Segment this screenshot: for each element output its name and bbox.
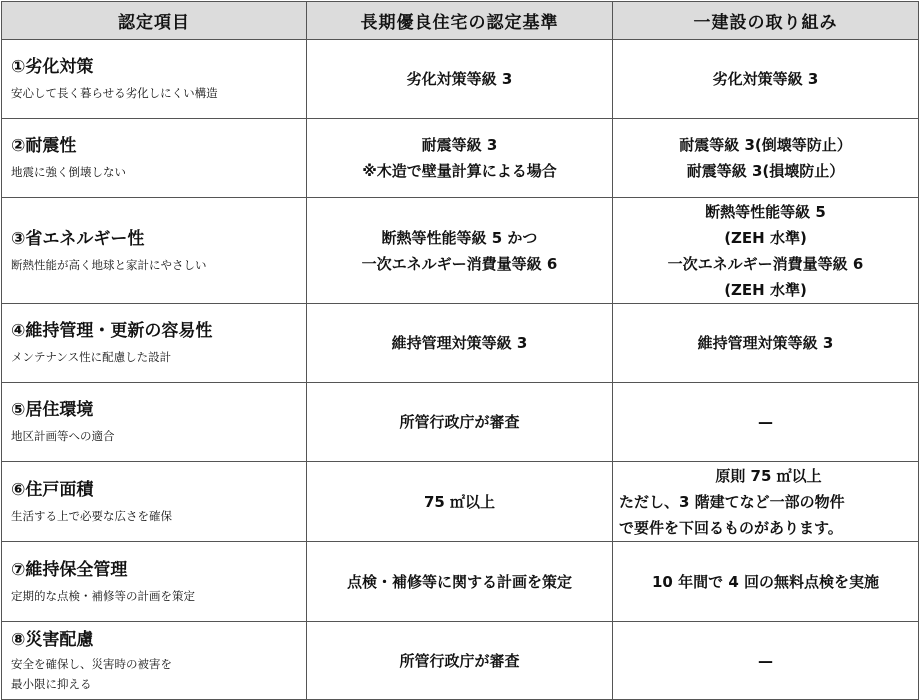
item-cell	[2, 622, 307, 700]
table-row	[2, 304, 919, 383]
item-cell	[2, 542, 307, 622]
table-row	[2, 383, 919, 462]
effort-text: 耐震等級 3(倒壊等防止）	[679, 136, 852, 154]
effort-text: (ZEH 水準)	[724, 228, 807, 247]
item-desc: 生活する上で必要な広さを確保	[11, 508, 172, 523]
item-cell	[2, 462, 307, 542]
effort-cell	[613, 198, 919, 304]
item-desc: 地区計画等への適合	[11, 429, 115, 443]
header-row	[2, 2, 919, 40]
item-title: ④維持管理・更新の容易性	[11, 321, 213, 341]
effort-dash: —	[758, 651, 773, 670]
effort-text: (ZEH 水準)	[724, 280, 807, 299]
table-row	[2, 542, 919, 622]
criteria-cell	[307, 383, 613, 462]
effort-cell	[613, 462, 919, 542]
effort-text: ただし、3 階建てなど一部の物件	[619, 492, 845, 511]
table-row	[2, 198, 919, 304]
item-desc-line: 安全を確保し、災害時の被害を	[11, 656, 172, 671]
item-cell	[2, 119, 307, 198]
certification-table	[1, 1, 919, 700]
item-title: ⑤居住環境	[11, 400, 94, 420]
item-title: ②耐震性	[11, 136, 77, 156]
criteria-text: 点検・補修等に関する計画を策定	[346, 572, 572, 591]
criteria-cell	[307, 198, 613, 304]
table-row	[2, 622, 919, 700]
effort-cell	[613, 622, 919, 700]
effort-cell	[613, 383, 919, 462]
criteria-cell	[307, 119, 613, 198]
effort-cell	[613, 40, 919, 119]
header-criteria: 長期優良住宅の認定基準	[307, 2, 613, 40]
criteria-cell	[307, 462, 613, 542]
header-effort: 一建設の取り組み	[613, 2, 919, 40]
item-cell	[2, 304, 307, 383]
criteria-text: 耐震等級 3	[421, 136, 498, 154]
item-cell	[2, 383, 307, 462]
item-desc-line: 最小限に抑える	[11, 676, 92, 691]
effort-text: で要件を下回るものがあります。	[619, 518, 843, 537]
item-cell	[2, 198, 307, 304]
item-desc: 定期的な点検・補修等の計画を策定	[11, 588, 195, 603]
effort-cell	[613, 119, 919, 198]
item-desc: 安心して長く暮らせる劣化しにくい構造	[11, 86, 218, 100]
item-desc: 断熱性能が高く地球と家計にやさしい	[11, 257, 207, 272]
criteria-cell	[307, 622, 613, 700]
criteria-note: ※木造で壁量計算による場合	[362, 162, 557, 180]
item-title: ⑧災害配慮	[11, 629, 94, 650]
criteria-text: 所管行政庁が審査	[399, 651, 520, 670]
item-desc: メンテナンス性に配慮した設計	[11, 350, 172, 364]
effort-text: 原則 75 ㎡以上	[715, 466, 822, 485]
criteria-cell	[307, 304, 613, 383]
criteria-text: 維持管理対策等級 3	[391, 334, 528, 352]
effort-text: 耐震等級 3(損壊防止）	[686, 162, 845, 180]
table-row	[2, 462, 919, 542]
effort-text: 10 年間で 4 回の無料点検を実施	[652, 572, 879, 591]
criteria-text: 劣化対策等級 3	[406, 70, 513, 88]
table-row	[2, 40, 919, 119]
table-row	[2, 119, 919, 198]
item-cell	[2, 40, 307, 119]
criteria-cell	[307, 542, 613, 622]
item-desc: 地震に強く倒壊しない	[11, 165, 126, 179]
criteria-text: 所管行政庁が審査	[399, 413, 520, 431]
item-desc	[11, 654, 306, 694]
effort-cell	[613, 542, 919, 622]
item-title: ①劣化対策	[11, 57, 94, 77]
criteria-text: 一次エネルギー消費量等級 6	[361, 254, 558, 273]
header-item: 認定項目	[2, 2, 307, 40]
item-title: ⑥住戸面積	[11, 479, 94, 500]
effort-text: 劣化対策等級 3	[712, 70, 819, 88]
effort-text: 一次エネルギー消費量等級 6	[667, 254, 864, 273]
criteria-cell	[307, 40, 613, 119]
item-title: ③省エネルギー性	[11, 228, 145, 249]
criteria-text: 75 ㎡以上	[423, 492, 496, 511]
effort-cell	[613, 304, 919, 383]
criteria-text: 断熱等性能等級 5 かつ	[381, 228, 538, 247]
effort-dash: —	[758, 413, 773, 431]
effort-text: 維持管理対策等級 3	[697, 334, 834, 352]
effort-text: 断熱等性能等級 5	[705, 202, 826, 221]
item-title: ⑦維持保全管理	[11, 559, 128, 580]
